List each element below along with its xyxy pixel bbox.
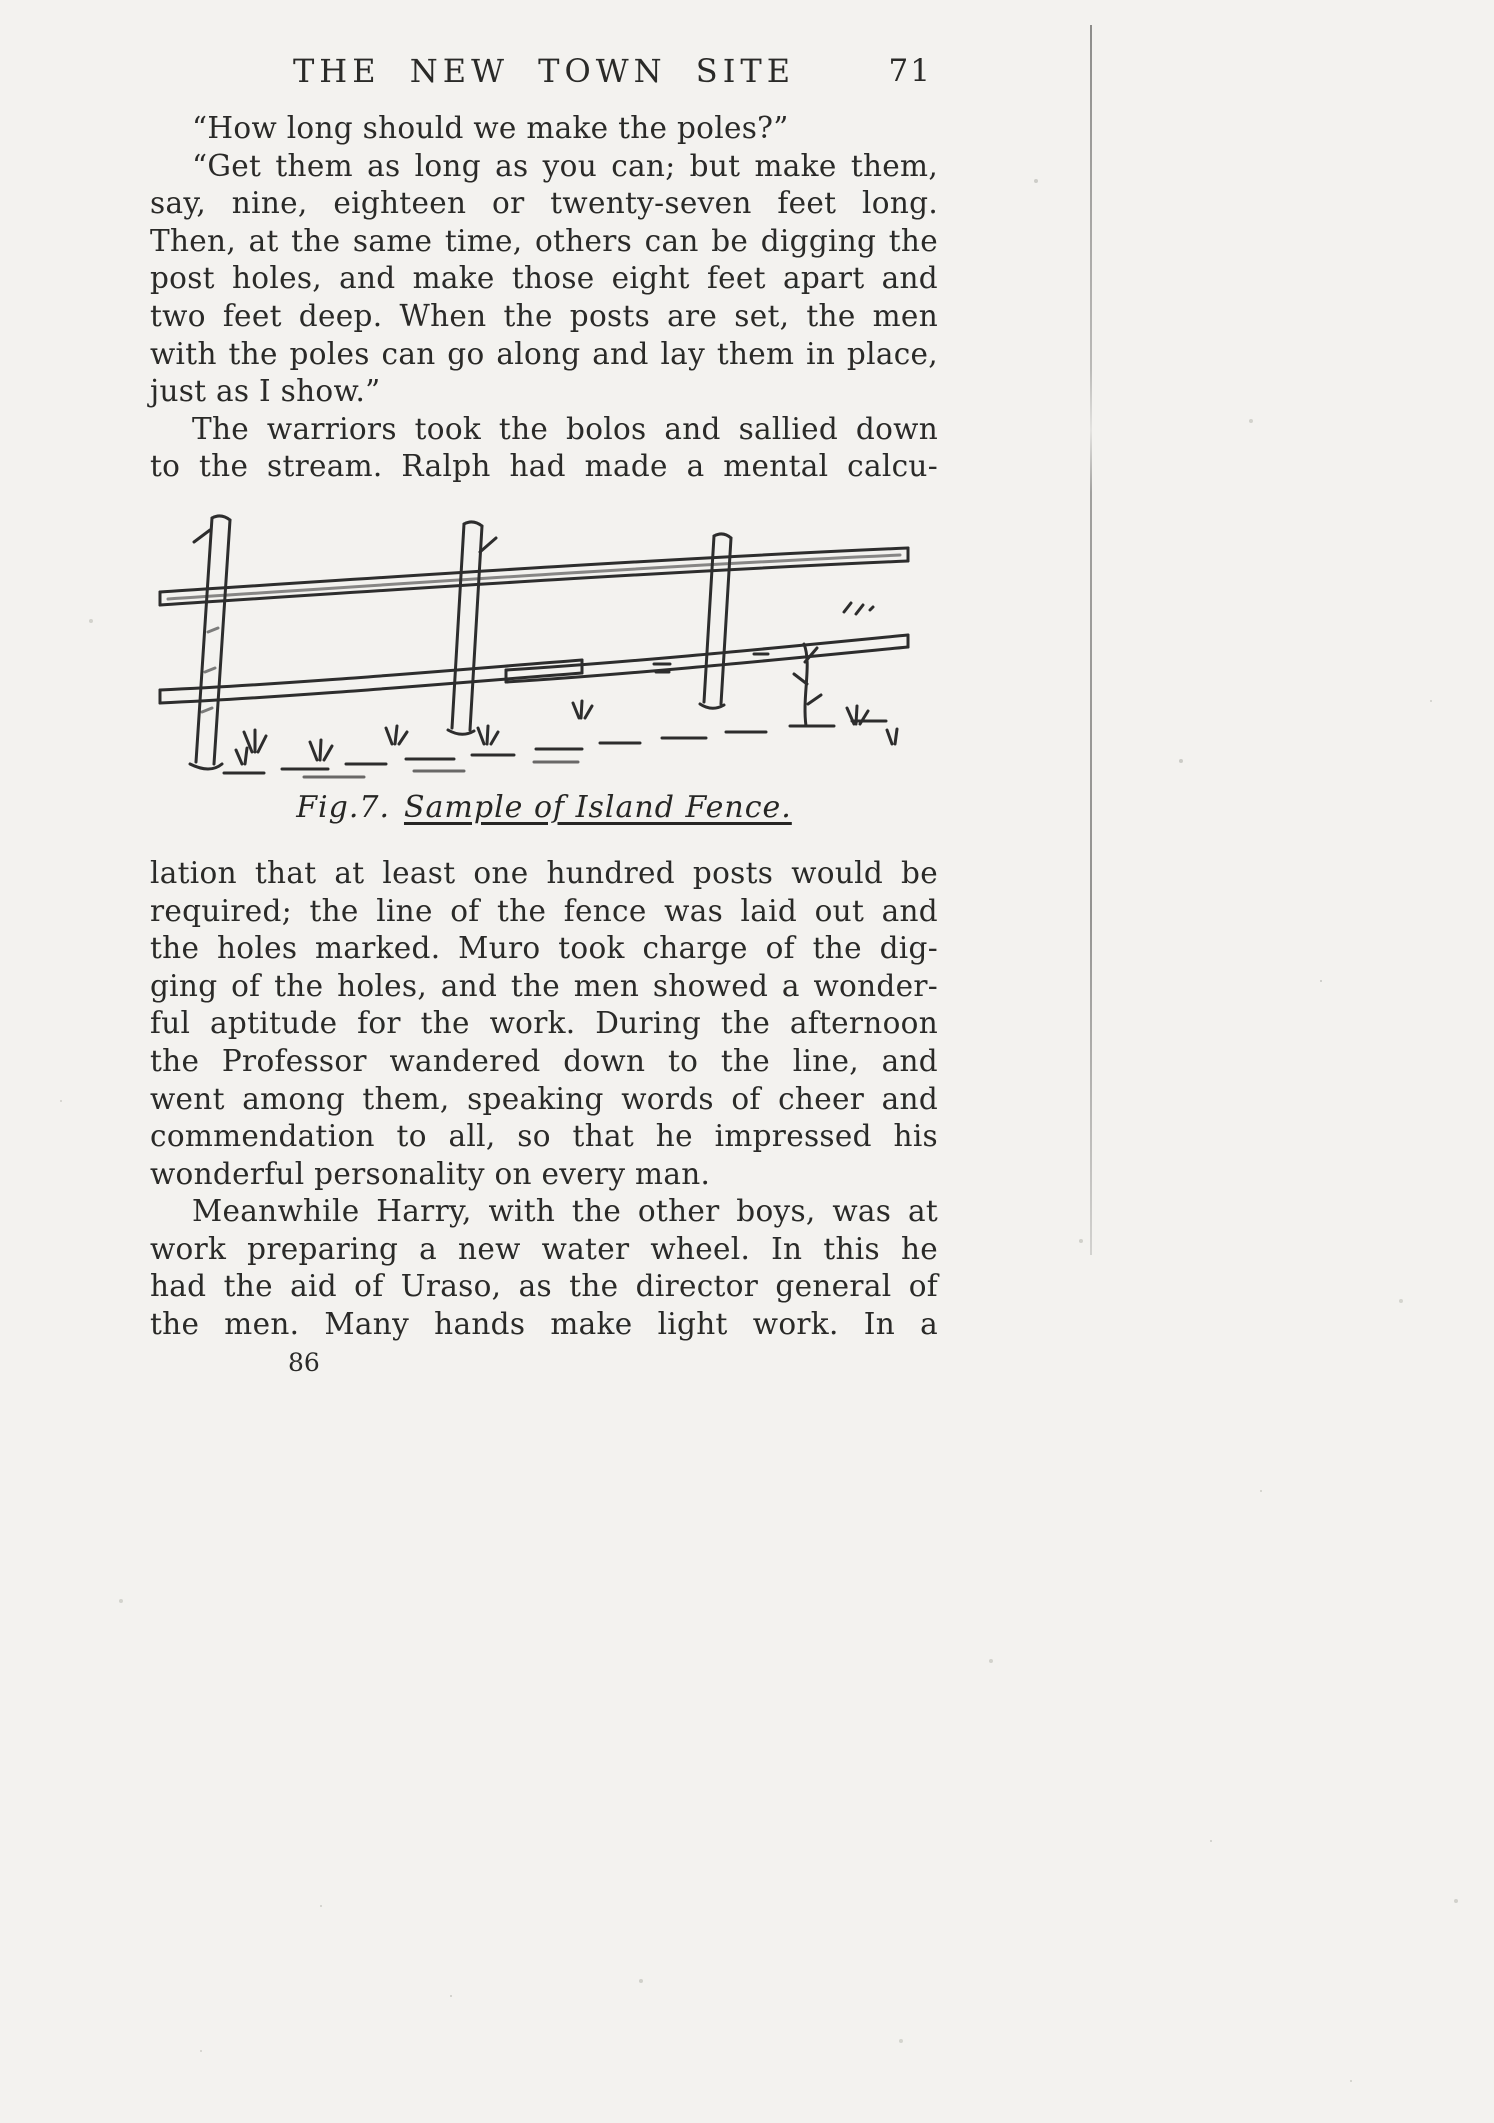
figure-caption	[150, 790, 938, 825]
text-line: commendation to all, so that he impressed his	[150, 1119, 938, 1154]
signature-number: 86	[288, 1347, 320, 1377]
fence-illustration	[154, 512, 924, 788]
text-line: went among them, speaking words of cheer and	[150, 1081, 938, 1116]
page-content	[150, 52, 938, 1377]
figure-title: Sample of Island Fence.	[403, 789, 792, 825]
text-line: “Get them as long as you can; but make them,	[192, 148, 938, 183]
text-line: ful aptitude for the work. During the afternoon	[150, 1006, 938, 1041]
text-line: “How long should we make the poles?”	[192, 111, 789, 145]
text-line: the Professor wandered down to the line, and	[150, 1043, 938, 1078]
text-line: wonderful personality on every man.	[150, 1156, 711, 1191]
figure	[150, 512, 938, 825]
paragraph	[150, 1193, 938, 1343]
text-line: just as I show.”	[150, 374, 381, 409]
page-gutter-line	[1090, 25, 1092, 1255]
text-line: work preparing a new water wheel. In this he	[150, 1231, 938, 1266]
fence-sketch	[154, 512, 914, 784]
text-line: Meanwhile Harry, with the other boys, was at	[192, 1194, 938, 1229]
text-line: say, nine, eighteen or twenty-seven feet long.	[150, 186, 938, 221]
text-line: the holes marked. Muro took charge of the dig-	[150, 931, 938, 966]
paragraph	[150, 855, 938, 1193]
paragraph	[150, 110, 938, 148]
page-number: 71	[888, 53, 932, 89]
text-line: had the aid of Uraso, as the director general of	[150, 1269, 938, 1304]
text-line: required; the line of the fence was laid out and	[150, 893, 938, 928]
paragraph	[150, 148, 938, 411]
text-line: to the stream. Ralph had made a mental calcu-	[150, 449, 938, 484]
text-line: post holes, and make those eight feet apart and	[150, 261, 938, 296]
text-line: the men. Many hands make light work. In a	[150, 1307, 938, 1342]
text-line: with the poles can go along and lay them in place,	[150, 336, 938, 371]
scan-noise	[0, 0, 2, 2]
text-line: two feet deep. When the posts are set, the men	[150, 298, 938, 333]
chapter-title: THE NEW TOWN SITE	[292, 52, 796, 90]
text-line: lation that at least one hundred posts would be	[150, 855, 938, 890]
text-line: ging of the holes, and the men showed a wonder-	[150, 968, 938, 1003]
text-line: The warriors took the bolos and sallied down	[192, 411, 938, 446]
figure-label: Fig.7.	[296, 789, 390, 825]
running-header	[150, 52, 938, 98]
text-line: Then, at the same time, others can be digging the	[150, 223, 938, 258]
paragraph	[150, 411, 938, 486]
